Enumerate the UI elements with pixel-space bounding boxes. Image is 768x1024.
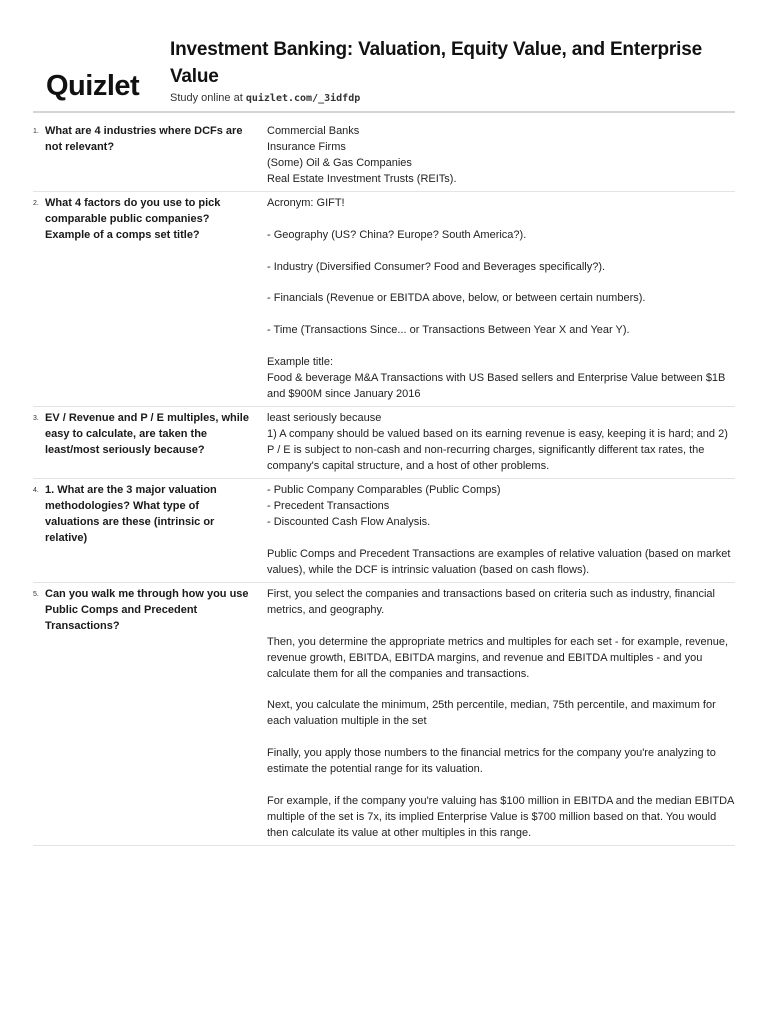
study-url-link[interactable]: quizlet.com/_3idfdp bbox=[245, 93, 361, 104]
header-divider bbox=[33, 111, 735, 113]
definition-paragraph: Finally, you apply those numbers to the financial metrics for the company you're analyzing to estimate the potential range for its valuation. bbox=[267, 747, 716, 776]
card-term: Can you walk me through how you use Public Comps and Precedent Transactions? bbox=[45, 587, 249, 632]
flashcard-row bbox=[33, 407, 735, 479]
definition-paragraph: First, you select the companies and transactions based on criteria such as industry, financial metrics, and geography. bbox=[267, 587, 715, 616]
definition-paragraph: Then, you determine the appropriate metrics and multiples for each set - for example, revenue, revenue growth, EBITDA, EBITDA margins, and revenue and EBITDA multiples - and you calculate them for all the companies and transactions. bbox=[267, 635, 729, 680]
flashcard-row bbox=[33, 192, 735, 407]
flashcard-row bbox=[33, 583, 735, 846]
definition-paragraph: Public Comps and Precedent Transactions are examples of relative valuation (based on market values), while the DCF is intrinsic valuation (based on cash flows). bbox=[267, 547, 731, 576]
definition-paragraph: Acronym: GIFT! bbox=[267, 197, 345, 209]
definition-paragraph: least seriously because 1) A company should be valued based on its earning revenue is easy, keeping it is hard; and 2) P / E is subject to non-cash and non-recurring charges, significantly different tax rates, the company's capital structure, and a host of other problems. bbox=[267, 411, 728, 472]
card-definition bbox=[267, 410, 735, 474]
card-definition bbox=[267, 586, 735, 841]
definition-paragraph: Commercial Banks Insurance Firms (Some) Oil & Gas Companies Real Estate Investment Trusts (REITs). bbox=[267, 125, 457, 185]
definition-paragraph: Example title: Food & beverage M&A Transactions with US Based sellers and Enterprise Value between $1B and $900M since January 2016 bbox=[267, 355, 726, 400]
flashcard-row bbox=[33, 479, 735, 583]
definition-paragraph: Next, you calculate the minimum, 25th percentile, median, 75th percentile, and maximum for each valuation multiple in the set bbox=[267, 699, 716, 728]
card-term: EV / Revenue and P / E multiples, while easy to calculate, are taken the least/most seriously because? bbox=[45, 411, 249, 456]
card-definition bbox=[267, 482, 735, 578]
definition-paragraph: - Industry (Diversified Consumer? Food and Beverages specifically?). bbox=[267, 260, 606, 273]
card-number: 1. bbox=[33, 128, 39, 135]
definition-paragraph: - Financials (Revenue or EBITDA above, below, or between certain numbers). bbox=[267, 292, 646, 305]
card-definition bbox=[267, 195, 735, 402]
card-term: 1. What are the 3 major valuation methodologies? What type of valuations are these (intrinsic or relative) bbox=[45, 483, 217, 544]
card-term: What are 4 industries where DCFs are not relevant? bbox=[45, 125, 243, 153]
definition-paragraph: For example, if the company you're valuing has $100 million in EBITDA and the median EBITDA multiple of the set is 7x, its implied Enterprise Value is $700 million based on that. You would then calculate its value at other multiples in this range. bbox=[267, 794, 734, 839]
study-prefix: Study online at bbox=[170, 92, 246, 104]
definition-paragraph: - Public Company Comparables (Public Comps) - Precedent Transactions - Discounted Cash Flow Analysis. bbox=[267, 483, 501, 528]
card-number: 3. bbox=[33, 414, 39, 422]
set-title: Investment Banking: Valuation, Equity Value, and Enterprise Value bbox=[170, 39, 702, 87]
definition-paragraph: - Geography (US? China? Europe? South America?). bbox=[267, 228, 527, 241]
page-header bbox=[33, 34, 735, 112]
card-definition bbox=[267, 123, 735, 187]
card-term: What 4 factors do you use to pick comparable public companies? Example of a comps set title? bbox=[45, 197, 221, 241]
card-number: 2. bbox=[33, 200, 39, 207]
quizlet-logo[interactable]: Quizlet bbox=[46, 70, 140, 102]
flashcard-row bbox=[33, 120, 735, 192]
flashcard-list bbox=[33, 120, 735, 846]
card-number: 5. bbox=[33, 590, 39, 598]
card-number: 4. bbox=[33, 486, 39, 494]
definition-paragraph: - Time (Transactions Since... or Transactions Between Year X and Year Y). bbox=[267, 324, 630, 337]
study-online-line bbox=[170, 92, 360, 104]
